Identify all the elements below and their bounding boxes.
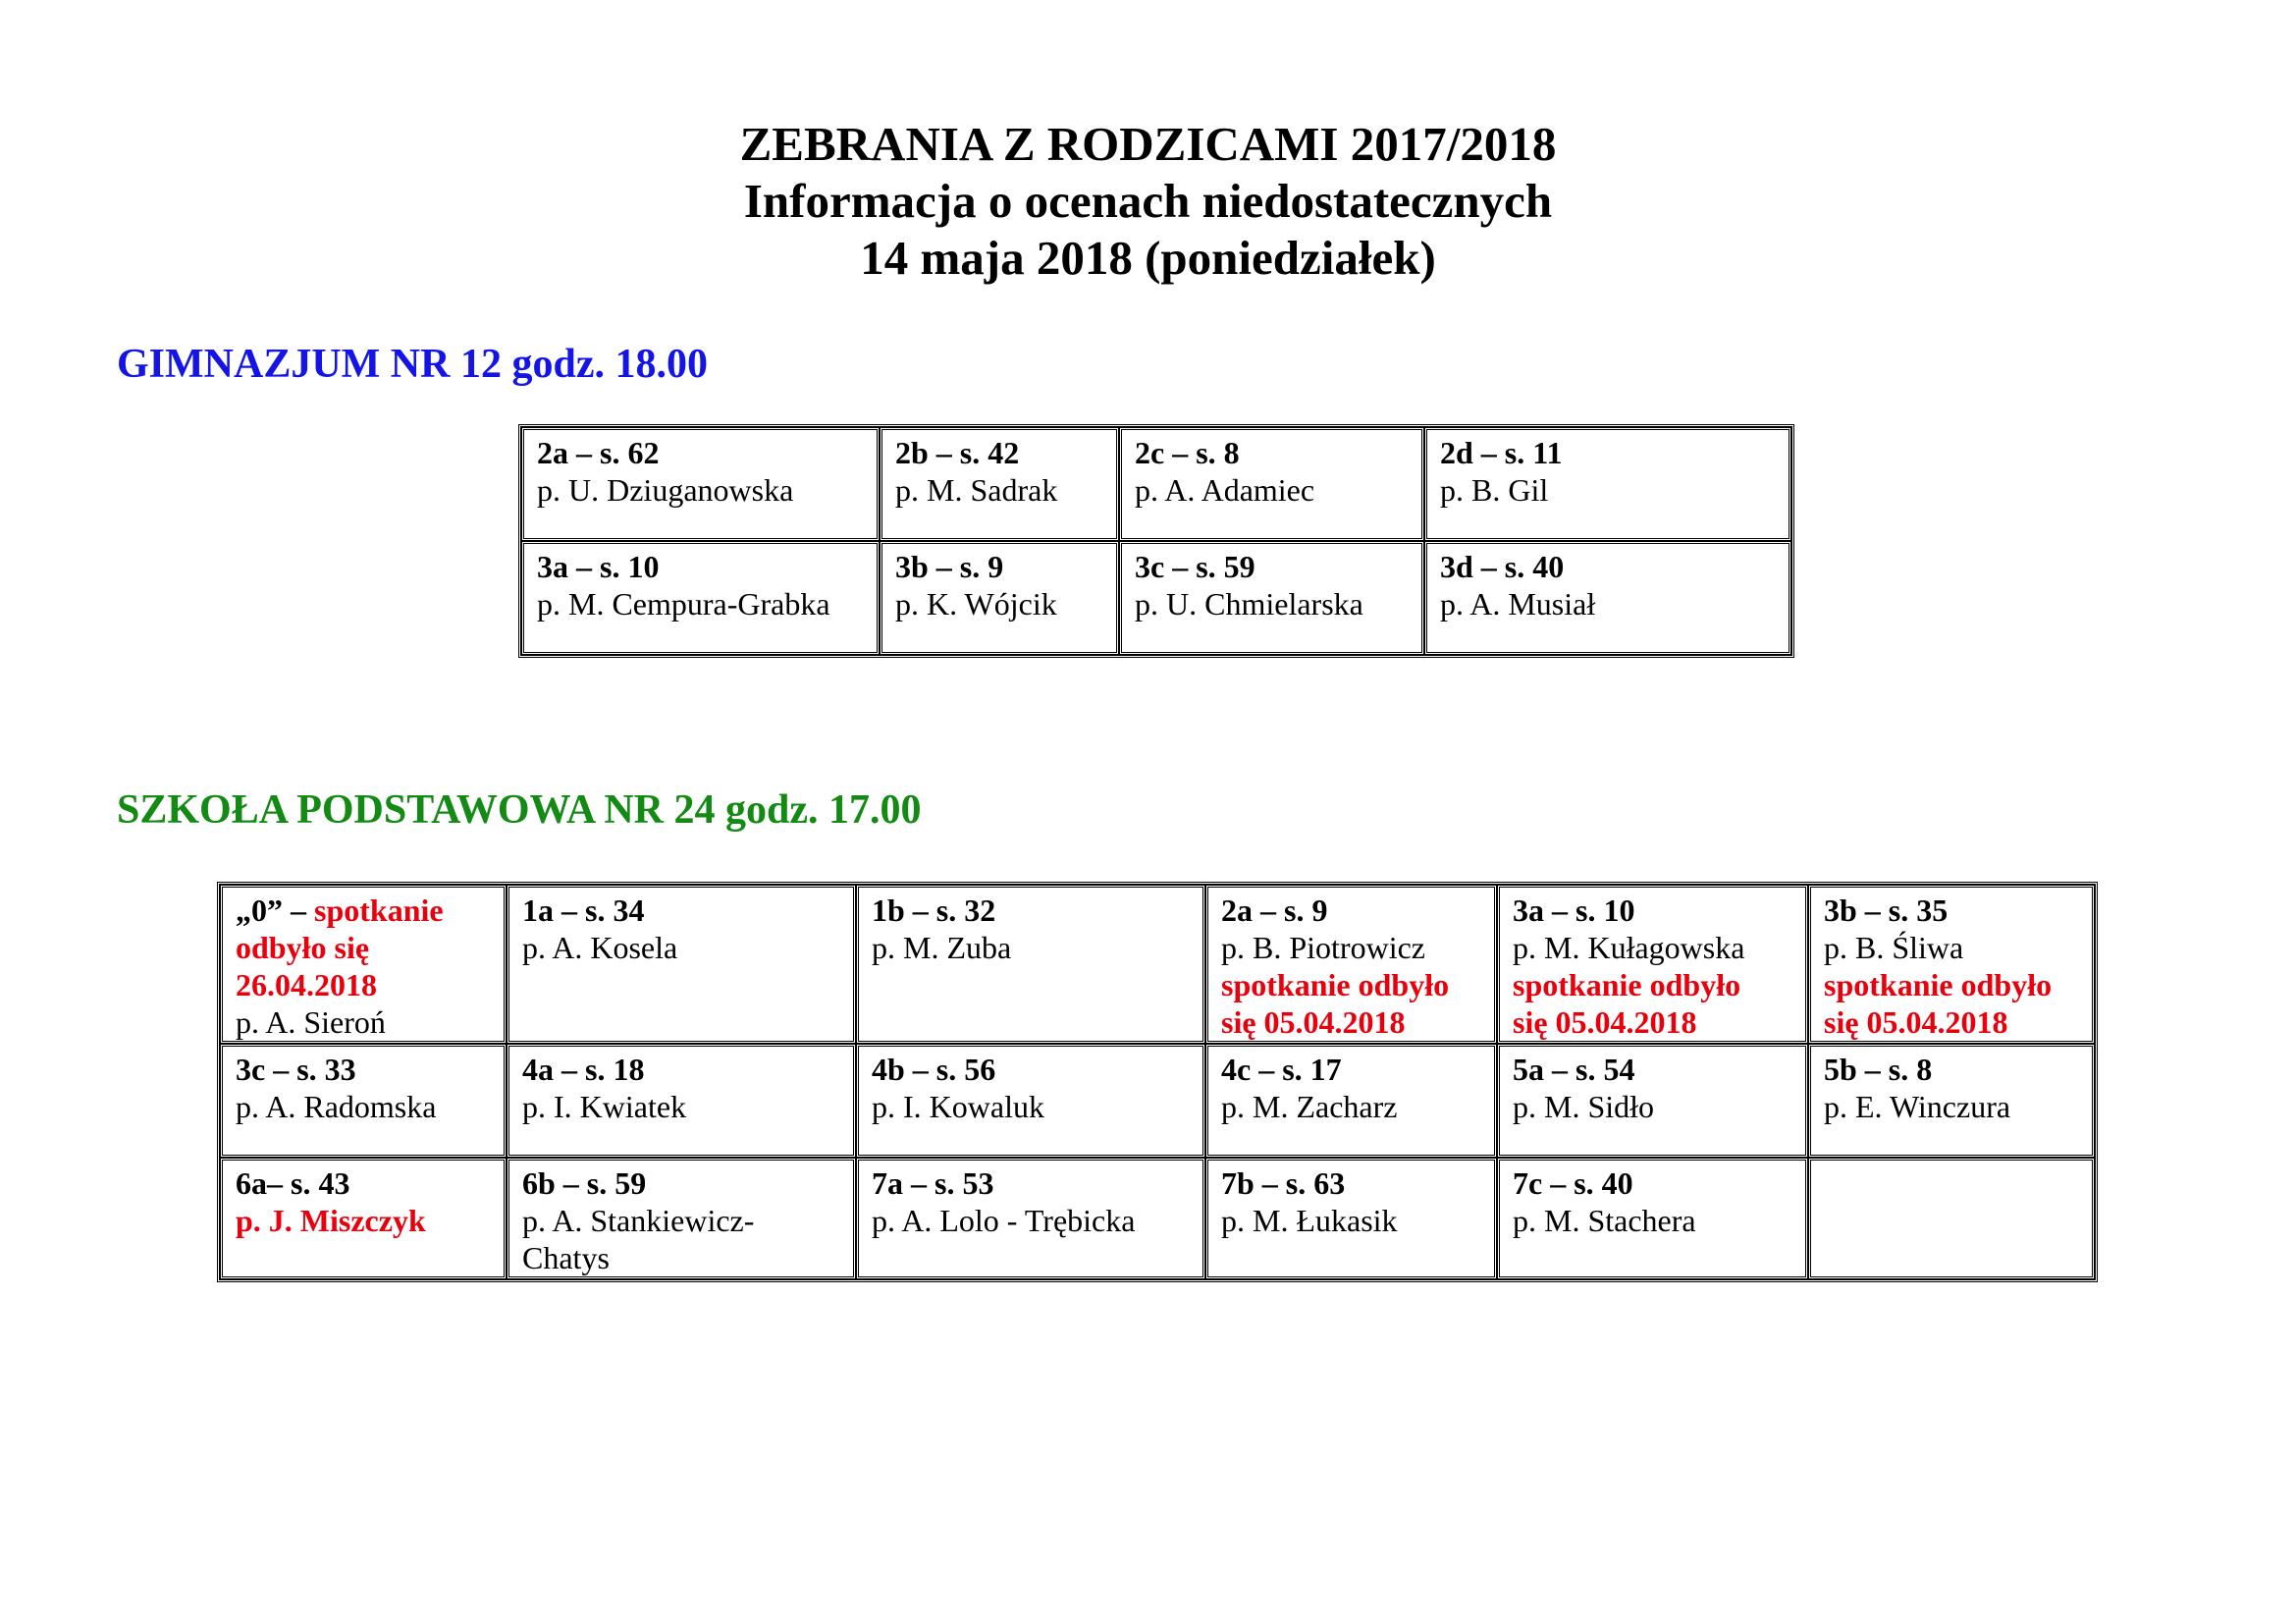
meeting-note-date: się 05.04.2018 bbox=[1824, 1004, 2008, 1040]
class-cell bbox=[856, 1158, 1205, 1279]
class-room: 6b – s. 59 bbox=[522, 1165, 647, 1201]
class-cell bbox=[507, 885, 856, 1044]
class-cell bbox=[521, 541, 880, 655]
class-room: 3a – s. 10 bbox=[1513, 893, 1635, 928]
zero-label-line bbox=[236, 892, 492, 929]
class-teacher: p. E. Winczura bbox=[1824, 1089, 2011, 1124]
class-teacher: p. M. Sadrak bbox=[895, 472, 1058, 508]
meeting-note-date: się 05.04.2018 bbox=[1513, 1004, 1697, 1040]
class-cell bbox=[1808, 885, 2095, 1044]
class-room: 5b – s. 8 bbox=[1824, 1052, 1933, 1087]
class-room: 3c – s. 33 bbox=[236, 1052, 356, 1087]
class-room: 2c – s. 8 bbox=[1135, 435, 1240, 470]
table-row bbox=[521, 541, 1791, 655]
class-room: 3b – s. 9 bbox=[895, 549, 1004, 584]
szkola-table bbox=[217, 882, 2098, 1282]
title-line-1: ZEBRANIA Z RODZICAMI 2017/2018 bbox=[739, 117, 1557, 171]
class-cell bbox=[1497, 1158, 1808, 1279]
class-room: 6a– s. 43 bbox=[236, 1165, 350, 1201]
class-teacher-continued: Chatys bbox=[522, 1240, 610, 1275]
class-teacher: p. B. Śliwa bbox=[1824, 930, 1964, 965]
class-cell bbox=[1424, 427, 1791, 541]
table-row bbox=[220, 1158, 2095, 1279]
class-cell bbox=[1808, 1044, 2095, 1158]
class-teacher: p. I. Kwiatek bbox=[522, 1089, 687, 1124]
class-cell bbox=[507, 1044, 856, 1158]
table-row bbox=[521, 427, 1791, 541]
class-room: 7a – s. 53 bbox=[872, 1165, 994, 1201]
class-cell bbox=[1119, 541, 1424, 655]
class-room: 3b – s. 35 bbox=[1824, 893, 1949, 928]
class-teacher: p. U. Chmielarska bbox=[1135, 586, 1363, 622]
meeting-note: spotkanie odbyło bbox=[1513, 967, 1741, 1002]
class-cell bbox=[521, 427, 880, 541]
title-line-2: Informacja o ocenach niedostatecznych bbox=[743, 174, 1553, 228]
zero-note-3: 26.04.2018 bbox=[236, 967, 377, 1002]
class-room: 3a – s. 10 bbox=[537, 549, 660, 584]
class-cell bbox=[1119, 427, 1424, 541]
class-teacher: p. K. Wójcik bbox=[895, 586, 1057, 622]
class-teacher-highlighted: p. J. Miszczyk bbox=[236, 1203, 426, 1238]
class-room: 7c – s. 40 bbox=[1513, 1165, 1633, 1201]
class-cell bbox=[856, 1044, 1205, 1158]
class-room: 4b – s. 56 bbox=[872, 1052, 996, 1087]
class-teacher: p. A. Adamiec bbox=[1135, 472, 1315, 508]
class-room: 1b – s. 32 bbox=[872, 893, 996, 928]
document-title bbox=[0, 116, 2296, 287]
class-room: 2a – s. 9 bbox=[1221, 893, 1328, 928]
class-room: 7b – s. 63 bbox=[1221, 1165, 1346, 1201]
title-line-3: 14 maja 2018 (poniedziałek) bbox=[860, 231, 1436, 285]
class-teacher: p. M. Stachera bbox=[1513, 1203, 1696, 1238]
class-room: 2a – s. 62 bbox=[537, 435, 660, 470]
class-teacher: p. B. Gil bbox=[1440, 472, 1549, 508]
class-cell bbox=[1205, 885, 1497, 1044]
class-teacher: p. A. Sieroń bbox=[236, 1004, 386, 1040]
table-row bbox=[220, 885, 2095, 1044]
gimnazjum-table bbox=[518, 424, 1794, 658]
class-cell bbox=[1424, 541, 1791, 655]
class-cell-zero bbox=[220, 885, 507, 1044]
zero-note-2: odbyło się bbox=[236, 930, 370, 965]
empty-cell bbox=[1808, 1158, 2095, 1279]
class-room: 2b – s. 42 bbox=[895, 435, 1020, 470]
class-teacher: p. M. Kułagowska bbox=[1513, 930, 1745, 965]
class-teacher: p. M. Łukasik bbox=[1221, 1203, 1398, 1238]
class-teacher: p. I. Kowaluk bbox=[872, 1089, 1044, 1124]
zero-note-1: spotkanie bbox=[314, 893, 444, 928]
class-cell bbox=[1205, 1044, 1497, 1158]
class-cell bbox=[856, 885, 1205, 1044]
class-teacher: p. M. Sidło bbox=[1513, 1089, 1655, 1124]
meeting-note: spotkanie odbyło bbox=[1221, 967, 1450, 1002]
class-teacher: p. A. Stankiewicz- bbox=[522, 1203, 755, 1238]
class-teacher: p. A. Musiał bbox=[1440, 586, 1596, 622]
class-cell bbox=[1497, 1044, 1808, 1158]
class-teacher: p. M. Zacharz bbox=[1221, 1089, 1398, 1124]
class-room: 2d – s. 11 bbox=[1440, 435, 1563, 470]
class-cell bbox=[1497, 885, 1808, 1044]
meeting-note: spotkanie odbyło bbox=[1824, 967, 2053, 1002]
zero-label: „0” – bbox=[236, 893, 314, 928]
class-room: 5a – s. 54 bbox=[1513, 1052, 1635, 1087]
meeting-note-date: się 05.04.2018 bbox=[1221, 1004, 1406, 1040]
class-cell bbox=[220, 1158, 507, 1279]
class-teacher: p. A. Radomska bbox=[236, 1089, 437, 1124]
class-cell bbox=[1205, 1158, 1497, 1279]
class-room: 4c – s. 17 bbox=[1221, 1052, 1342, 1087]
class-teacher: p. A. Kosela bbox=[522, 930, 678, 965]
gimnazjum-heading: GIMNAZJUM NR 12 godz. 18.00 bbox=[117, 342, 708, 387]
class-teacher: p. A. Lolo - Trębicka bbox=[872, 1203, 1136, 1238]
table-row bbox=[220, 1044, 2095, 1158]
class-room: 4a – s. 18 bbox=[522, 1052, 645, 1087]
szkola-heading: SZKOŁA PODSTAWOWA NR 24 godz. 17.00 bbox=[117, 787, 922, 833]
class-cell bbox=[880, 427, 1119, 541]
class-cell bbox=[507, 1158, 856, 1279]
class-teacher: p. M. Zuba bbox=[872, 930, 1012, 965]
class-teacher: p. U. Dziuganowska bbox=[537, 472, 794, 508]
class-teacher: p. B. Piotrowicz bbox=[1221, 930, 1425, 965]
class-cell bbox=[880, 541, 1119, 655]
class-room: 3d – s. 40 bbox=[1440, 549, 1565, 584]
class-room: 3c – s. 59 bbox=[1135, 549, 1255, 584]
class-room: 1a – s. 34 bbox=[522, 893, 645, 928]
class-teacher: p. M. Cempura-Grabka bbox=[537, 586, 830, 622]
class-cell bbox=[220, 1044, 507, 1158]
